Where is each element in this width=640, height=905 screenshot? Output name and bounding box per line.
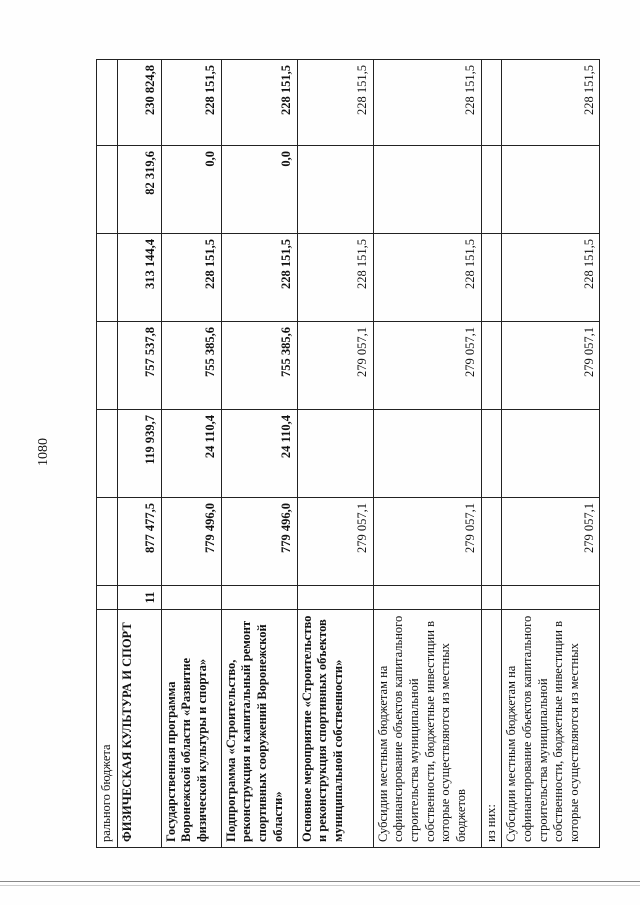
amount-cell: 0,0	[221, 146, 297, 234]
footer-rule-shadow	[0, 885, 640, 886]
row-name: из них:	[481, 610, 502, 848]
row-code	[161, 586, 221, 610]
amount-cell: 82 319,6	[117, 146, 161, 234]
amount-cell: 279 057,1	[502, 498, 600, 586]
amount-cell: 24 110,4	[221, 410, 297, 498]
row-name: Субсидии местным бюджетам на софинансирование объектов капитального строительства муниципальной собственности, бюджетные инвестиции в которые осуществляются из местных	[502, 610, 600, 848]
row-name: рального бюджета	[97, 610, 118, 848]
amount-cell	[502, 410, 600, 498]
amount-cell	[97, 234, 118, 322]
table-row	[481, 60, 502, 848]
amount-cell: 228 151,5	[161, 60, 221, 146]
table-row	[502, 60, 600, 848]
amount-cell: 279 057,1	[502, 322, 600, 410]
table-row	[373, 60, 481, 848]
amount-cell	[373, 146, 481, 234]
table-row	[97, 60, 118, 848]
amount-cell	[481, 60, 502, 146]
table-container	[96, 60, 594, 848]
amount-cell: 877 477,5	[117, 498, 161, 586]
amount-cell: 228 151,5	[297, 60, 373, 146]
table-row	[161, 60, 221, 848]
amount-cell: 230 824,8	[117, 60, 161, 146]
table-row	[221, 60, 297, 848]
amount-cell	[97, 322, 118, 410]
amount-cell	[297, 410, 373, 498]
amount-cell	[97, 60, 118, 146]
amount-cell	[481, 410, 502, 498]
amount-cell	[481, 322, 502, 410]
amount-cell: 228 151,5	[502, 60, 600, 146]
amount-cell: 279 057,1	[373, 498, 481, 586]
amount-cell	[481, 498, 502, 586]
amount-cell: 24 110,4	[161, 410, 221, 498]
amount-cell: 228 151,5	[502, 234, 600, 322]
amount-cell	[97, 146, 118, 234]
amount-cell: 0,0	[161, 146, 221, 234]
table-row	[117, 60, 161, 848]
amount-cell: 228 151,5	[221, 60, 297, 146]
row-code	[502, 586, 600, 610]
amount-cell: 279 057,1	[297, 498, 373, 586]
amount-cell	[97, 410, 118, 498]
row-name: Основное мероприятие «Строительство и реконструкция спортивных объектов муниципальной собственности»	[297, 610, 373, 848]
amount-cell: 279 057,1	[297, 322, 373, 410]
row-name: ФИЗИЧЕСКАЯ КУЛЬТУРА И СПОРТ	[117, 610, 161, 848]
row-name: Государственная программа Воронежской области «Развитие физической культуры и спорта»	[161, 610, 221, 848]
amount-cell: 228 151,5	[373, 234, 481, 322]
row-name: Субсидии местным бюджетам на софинансирование объектов капитального строительства муниципальной собственности, бюджетные инвестиции в которые осуществляются из местных бюджетов	[373, 610, 481, 848]
row-code	[297, 586, 373, 610]
amount-cell	[373, 410, 481, 498]
amount-cell	[502, 146, 600, 234]
amount-cell	[481, 146, 502, 234]
amount-cell: 755 385,6	[221, 322, 297, 410]
row-code: 11	[117, 586, 161, 610]
footer-rule	[0, 881, 640, 882]
rotated-table	[96, 60, 594, 848]
amount-cell: 119 939,7	[117, 410, 161, 498]
amount-cell: 228 151,5	[297, 234, 373, 322]
amount-cell: 779 496,0	[161, 498, 221, 586]
row-code	[221, 586, 297, 610]
amount-cell: 228 151,5	[161, 234, 221, 322]
amount-cell: 228 151,5	[221, 234, 297, 322]
row-code	[373, 586, 481, 610]
amount-cell	[297, 146, 373, 234]
table-row	[297, 60, 373, 848]
row-code	[97, 586, 118, 610]
row-code	[481, 586, 502, 610]
amount-cell: 279 057,1	[373, 322, 481, 410]
budget-table	[96, 59, 600, 848]
amount-cell	[481, 234, 502, 322]
page-number: 1080	[36, 438, 51, 466]
amount-cell	[97, 498, 118, 586]
amount-cell: 779 496,0	[221, 498, 297, 586]
amount-cell: 313 144,4	[117, 234, 161, 322]
amount-cell: 757 537,8	[117, 322, 161, 410]
row-name: Подпрограмма «Строительство, реконструкция и капитальный ремонт спортивных сооружений Воронежской области»	[221, 610, 297, 848]
amount-cell: 228 151,5	[373, 60, 481, 146]
amount-cell: 755 385,6	[161, 322, 221, 410]
